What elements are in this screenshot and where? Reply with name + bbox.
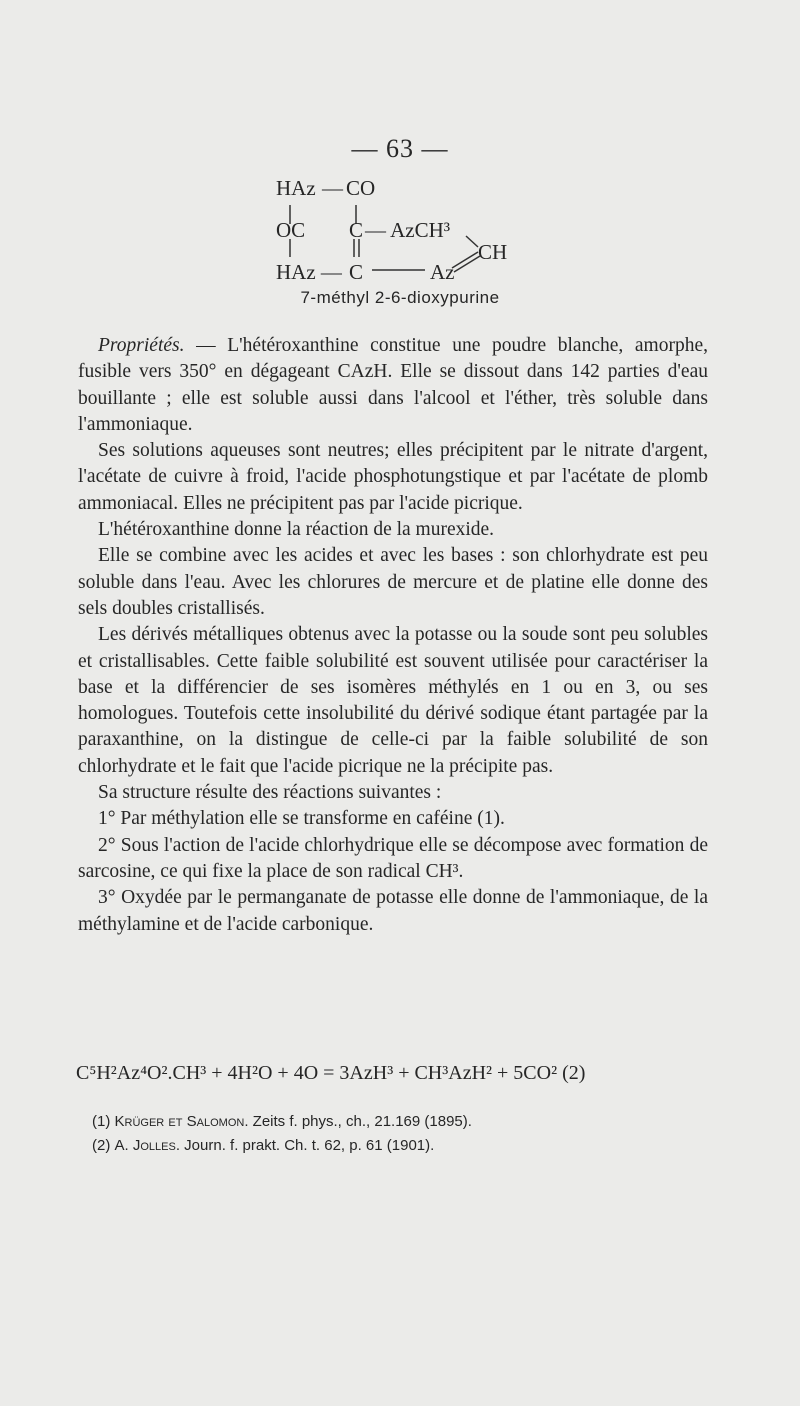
- footnote-authors: Krüger et Salomon.: [114, 1113, 249, 1130]
- footnote-authors: A. Jolles.: [114, 1137, 180, 1154]
- formula-caption: 7-méthyl 2-6-dioxypurine: [300, 288, 500, 307]
- footnote-reference: Zeits f. phys., ch., 21.169 (1895).: [248, 1113, 472, 1130]
- formula-haz-bottom: HAz —: [276, 260, 342, 284]
- footnote-mark: (2): [92, 1137, 111, 1154]
- formula-c-bottom: C: [349, 260, 364, 284]
- formula-haz-top: HAz: [276, 176, 316, 200]
- formula-az: Az: [430, 260, 455, 284]
- paragraph: 2° Sous l'action de l'acide chlorhydrique elle se décompose avec formation de sarcosine, ce qui fixe la place de son radical CH³.: [78, 834, 708, 882]
- paragraph: 1° Par méthylation elle se transforme en caféine (1).: [98, 808, 505, 830]
- bond-line: [466, 236, 478, 247]
- formula-azch3: — AzCH³: [365, 218, 451, 242]
- paragraph: Les dérivés métalliques obtenus avec la potasse ou la soude sont peu solubles et cristallisables. Cette faible solubilité est souvent utilisée pour caractériser la base et la différencier de ses isomères méthylés en 1 ou en 3, ou ses homologues. Toutefois cette insolubilité du dérivé sodique étant partagée par la paraxanthine, on la distingue de celle-ci par la faible solubilité de son chlorhydrate et le fait que l'acide picrique ne la précipite pas.: [78, 624, 708, 777]
- paragraph: Elle se combine avec les acides et avec les bases : son chlorhydrate est peu soluble dans l'eau. Avec les chlorures de mercure et de platine elle donne des sels doubles cristallisés.: [78, 545, 708, 619]
- footnote-reference: Journ. f. prakt. Ch. t. 62, p. 61 (1901).: [180, 1137, 435, 1154]
- chemical-equation: C⁵H²Az⁴O².CH³ + 4H²O + 4O = 3AzH³ + CH³AzH² + 5CO² (2): [76, 1062, 586, 1084]
- footnotes: [92, 1110, 692, 1158]
- page-number: — 63 —: [351, 134, 449, 163]
- paragraph: L'hétéroxanthine donne la réaction de la murexide.: [98, 519, 495, 541]
- footnote-2: [92, 1134, 692, 1158]
- body-text: [78, 333, 708, 938]
- paragraph: Ses solutions aqueuses sont neutres; elles précipitent par le nitrate d'argent, l'acétate de cuivre à froid, l'acide phosphotungstique et par l'acétate de plomb ammoniacal. Elles ne précipitent pas par l'acide picrique.: [78, 440, 708, 514]
- formula-bonds: [0, 0, 800, 320]
- paragraph-text: — L'hétéroxanthine constitue une poudre blanche, amorphe, fusible vers 350° en dégageant CAzH. Elle se dissout dans 142 parties d'eau bouillante ; elle est soluble aussi dans l'alcool et l'éther, très soluble dans l'ammoniaque.: [78, 335, 708, 435]
- footnote-mark: (1): [92, 1113, 111, 1130]
- structural-formula: [0, 0, 800, 320]
- formula-c-mid: C: [349, 218, 364, 242]
- footnote-1: [92, 1110, 692, 1134]
- section-label: Propriétés.: [98, 335, 185, 356]
- paragraph: 3° Oxydée par le permanganate de potasse elle donne de l'ammoniaque, de la méthylamine et de l'acide carbonique.: [78, 887, 708, 935]
- paragraph: [78, 333, 708, 438]
- paragraph: Sa structure résulte des réactions suivantes :: [98, 782, 442, 804]
- formula-ch: CH: [478, 240, 508, 264]
- formula-co: CO: [346, 176, 376, 200]
- formula-dash: —: [322, 176, 343, 200]
- formula-oc: OC: [276, 218, 306, 242]
